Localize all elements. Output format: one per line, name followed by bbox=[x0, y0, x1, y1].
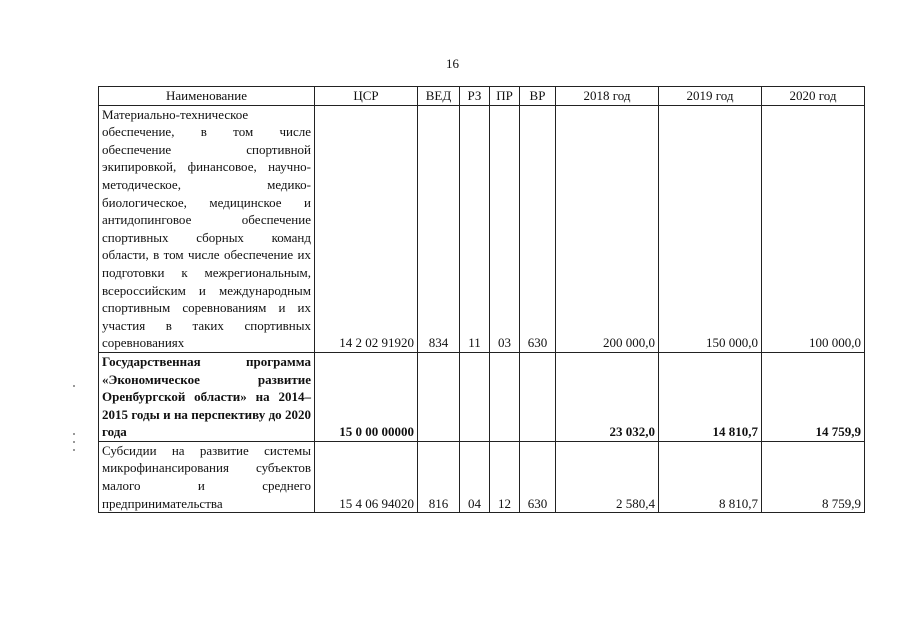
row-vr: 630 bbox=[520, 105, 556, 352]
row-2018: 200 000,0 bbox=[556, 105, 659, 352]
row-2018: 2 580,4 bbox=[556, 441, 659, 512]
table-row bbox=[99, 105, 865, 352]
row-rz bbox=[460, 352, 490, 441]
table-row bbox=[99, 441, 865, 512]
scan-margin-mark bbox=[73, 441, 75, 443]
row-name: Субсидии на развитие системы микрофинансирования субъектов малого и среднего предпринимательства bbox=[99, 441, 315, 512]
row-name: Материально-техническое обеспечение, в том числе обеспечение спортивной экипировкой, финансовое, научно-методическое, медико-биологическое, медицинское и антидопинговое обеспечение спортивных сборных команд области, в том числе обеспечение их подготовки к межрегиональным, всероссийским и международным спортивным соревнованиям и их участия в таких спортивных соревнованиях bbox=[99, 105, 315, 352]
row-ved bbox=[418, 352, 460, 441]
table-header-row bbox=[99, 87, 865, 106]
header-2019: 2019 год bbox=[659, 87, 762, 106]
scan-margin-mark bbox=[73, 433, 75, 435]
header-2020: 2020 год bbox=[762, 87, 865, 106]
header-2018: 2018 год bbox=[556, 87, 659, 106]
row-2019: 8 810,7 bbox=[659, 441, 762, 512]
page-number: 16 bbox=[446, 56, 459, 71]
row-2019: 150 000,0 bbox=[659, 105, 762, 352]
row-vr: 630 bbox=[520, 441, 556, 512]
row-pr bbox=[490, 352, 520, 441]
header-pr: ПР bbox=[490, 87, 520, 106]
row-2018: 23 032,0 bbox=[556, 352, 659, 441]
header-vr: ВР bbox=[520, 87, 556, 106]
header-csr: ЦСР bbox=[315, 87, 418, 106]
row-rz: 04 bbox=[460, 441, 490, 512]
header-name: Наименование bbox=[99, 87, 315, 106]
row-csr: 15 0 00 00000 bbox=[315, 352, 418, 441]
row-2020: 100 000,0 bbox=[762, 105, 865, 352]
row-pr: 03 bbox=[490, 105, 520, 352]
header-rz: РЗ bbox=[460, 87, 490, 106]
row-csr: 15 4 06 94020 bbox=[315, 441, 418, 512]
row-pr: 12 bbox=[490, 441, 520, 512]
row-rz: 11 bbox=[460, 105, 490, 352]
budget-table bbox=[98, 86, 865, 513]
row-csr: 14 2 02 91920 bbox=[315, 105, 418, 352]
table-row bbox=[99, 352, 865, 441]
row-2020: 8 759,9 bbox=[762, 441, 865, 512]
row-ved: 834 bbox=[418, 105, 460, 352]
row-2019: 14 810,7 bbox=[659, 352, 762, 441]
scan-margin-mark bbox=[73, 449, 75, 451]
header-ved: ВЕД bbox=[418, 87, 460, 106]
row-ved: 816 bbox=[418, 441, 460, 512]
row-vr bbox=[520, 352, 556, 441]
scan-margin-mark bbox=[73, 385, 75, 387]
row-name: Государственная программа «Экономическое развитие Оренбургской области» на 2014–2015 годы и на перспективу до 2020 года bbox=[99, 352, 315, 441]
row-2020: 14 759,9 bbox=[762, 352, 865, 441]
